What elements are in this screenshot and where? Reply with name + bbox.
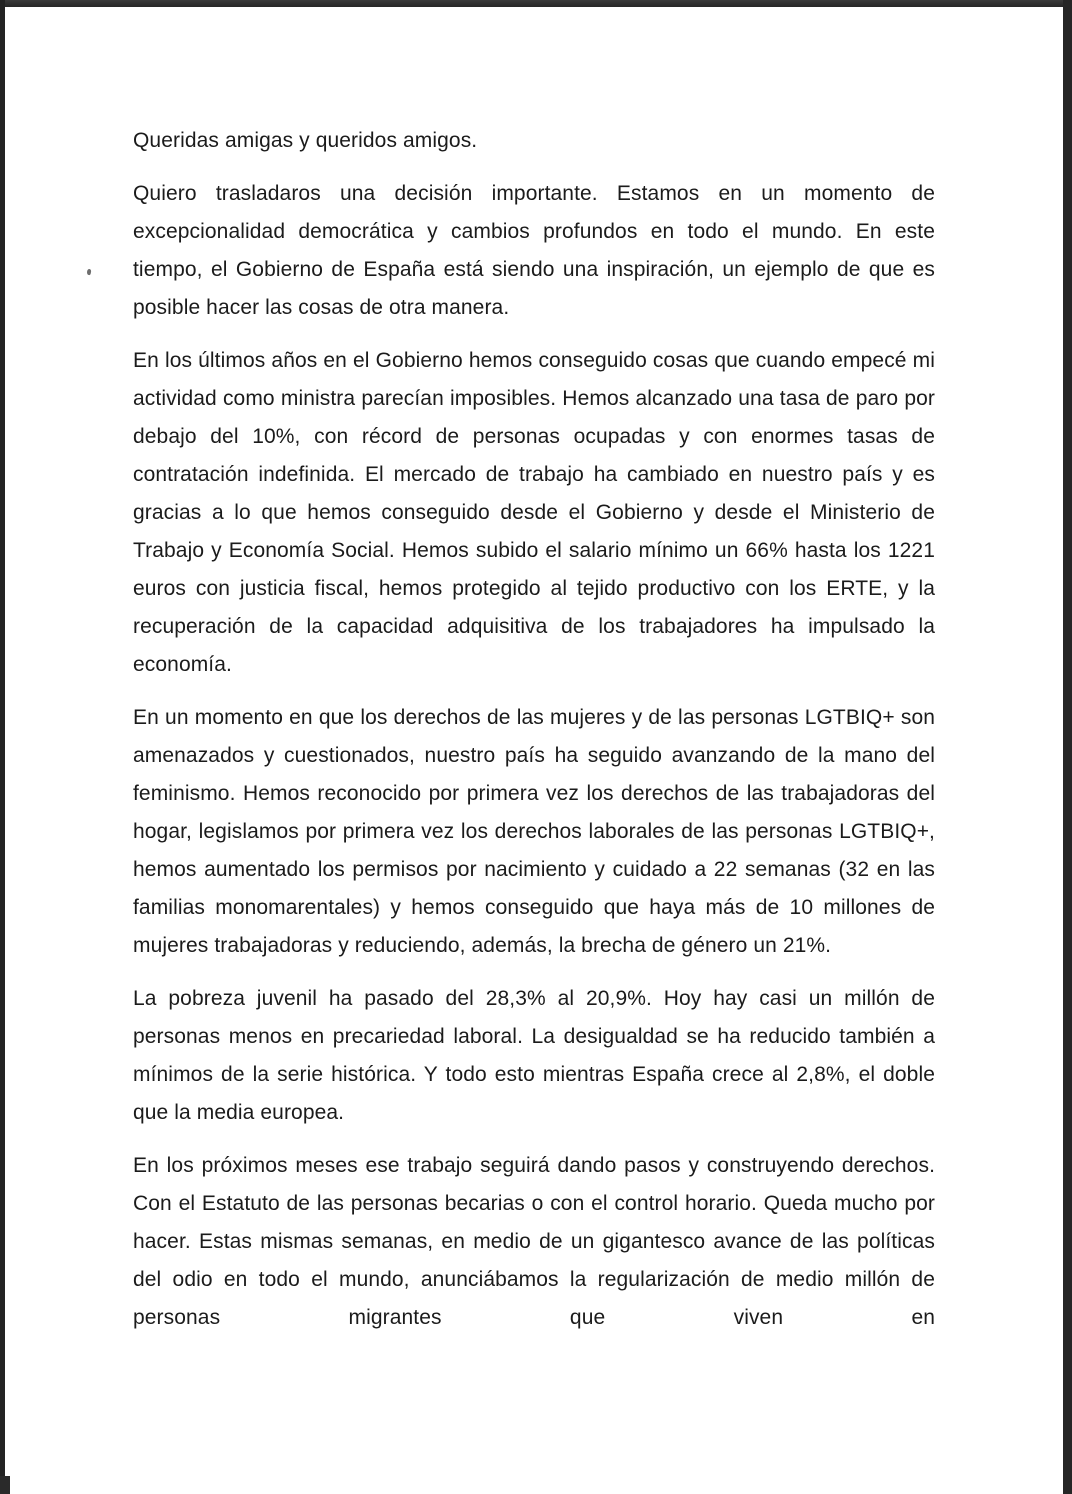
letter-paragraph-decision: Quiero trasladaros una decisión importante. Estamos en un momento de excepcionalidad democrática y cambios profundos en todo el mundo. En este tiempo, el Gobierno de España está siendo una inspiración, un ejemplo de que es posible hacer las cosas de otra manera. [133,182,935,319]
scan-border-left-notch [0,1476,10,1494]
scan-border-right [1063,0,1072,1494]
letter-paragraph-pobreza-juvenil: La pobreza juvenil ha pasado del 28,3% al 20,9%. Hoy hay casi un millón de personas menos en precariedad laboral. La desigualdad se ha reducido también a mínimos de la serie histórica. Y todo esto mientras España crece al 2,8%, el doble que la media europea. [133,987,935,1124]
letter-paragraph-proximos-meses: En los próximos meses ese trabajo seguirá dando pasos y construyendo derechos. Con el Estatuto de las personas becarias o con el control horario. Queda mucho por hacer. Estas mismas semanas, en medio de un gigantesco avance de las políticas del odio en todo el mundo, anunciábamos la regularización de medio millón de personas migrantes que viven en [133,1154,935,1329]
letter-body [133,122,935,1337]
letter-paragraph-logros-empleo: En los últimos años en el Gobierno hemos conseguido cosas que cuando empecé mi actividad como ministra parecían imposibles. Hemos alcanzado una tasa de paro por debajo del 10%, con récord de personas ocupadas y con enormes tasas de contratación indefinida. El mercado de trabajo ha cambiado en nuestro país y es gracias a lo que hemos conseguido desde el Gobierno y desde el Ministerio de Trabajo y Economía Social. Hemos subido el salario mínimo un 66% hasta los 1221 euros con justicia fiscal, hemos protegido al tejido productivo con los ERTE, y la recuperación de la capacidad adquisitiva de los trabajadores ha impulsado la economía. [133,349,935,676]
letter-salutation: Queridas amigas y queridos amigos. [133,129,478,152]
letter-paragraph-derechos-mujeres-lgtbiq: En un momento en que los derechos de las mujeres y de las personas LGTBIQ+ son amenazados y cuestionados, nuestro país ha seguido avanzando de la mano del feminismo. Hemos reconocido por primera vez los derechos de las trabajadoras del hogar, legislamos por primera vez los derechos laborales de las personas LGTBIQ+, hemos aumentado los permisos por nacimiento y cuidado a 22 semanas (32 en las familias monomarentales) y hemos conseguido que haya más de 10 millones de mujeres trabajadoras y reduciendo, además, la brecha de género un 21%. [133,706,935,957]
scan-border-left [0,0,5,1494]
scan-artifact-dot [86,269,91,276]
scan-border-top [0,0,1072,7]
